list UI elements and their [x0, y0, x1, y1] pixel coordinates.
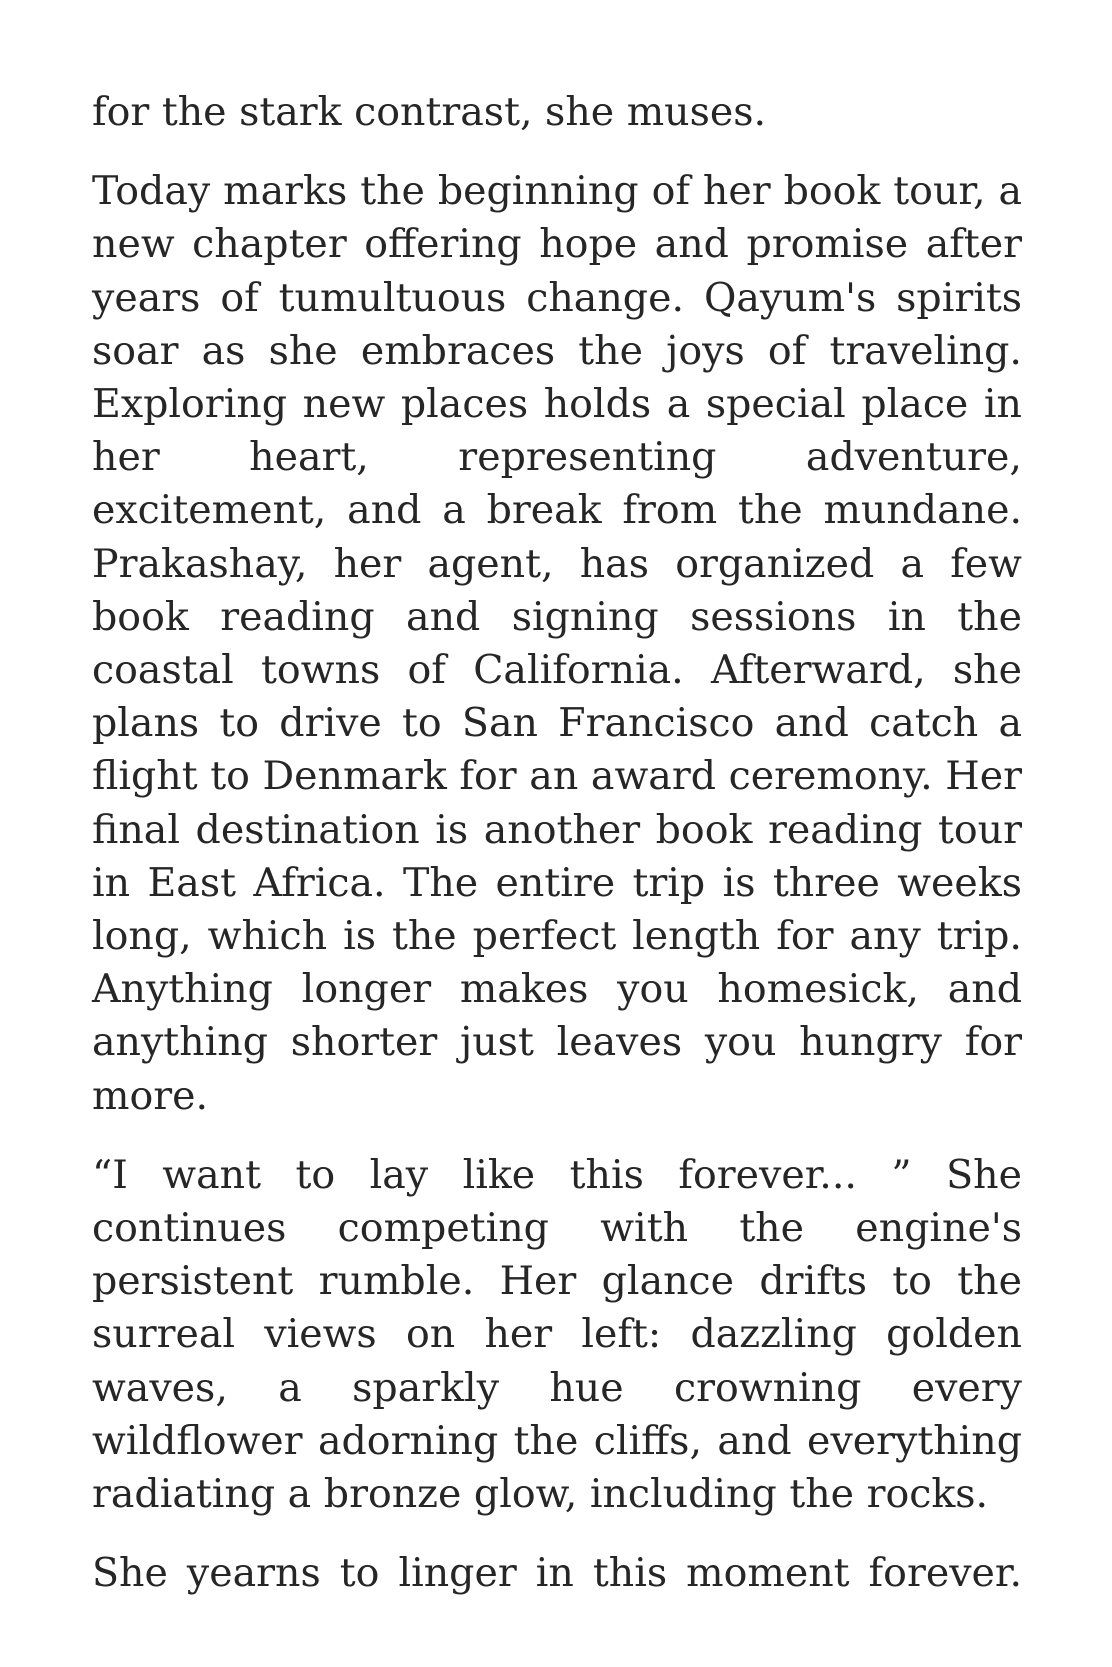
page-body — [92, 86, 1022, 1626]
paragraph-linger: She yearns to linger in this moment forever. — [92, 1550, 1022, 1597]
paragraph-book-tour: Today marks the beginning of her book tour, a new chapter offering hope and promise after years of tumultuous change. Qayum's spirits soar as she embraces the joys of traveling. Exploring new places holds a special place in her heart, representing adventure, excitement, and a break from the mundane. Prakashay, her agent, has organized a few book reading and signing sessions in the coastal towns of California. Afterward, she plans to drive to San Francisco and catch a flight to Denmark for an award ceremony. Her final destination is another book reading tour in East Africa. The entire trip is three weeks long, which is the perfect length for any trip. Anything longer makes you homesick, and anything shorter just leaves you hungry for more. — [92, 168, 1022, 1119]
paragraph-dialogue: “I want to lay like this forever... ” She continues competing with the engine's persistent rumble. Her glance drifts to the surreal views on her left: dazzling golden waves, a sparkly hue crowning every wildflower adorning the cliffs, and everything radiating a bronze glow, including the rocks. — [92, 1151, 1022, 1518]
paragraph-continuation: for the stark contrast, she muses. — [92, 89, 767, 135]
